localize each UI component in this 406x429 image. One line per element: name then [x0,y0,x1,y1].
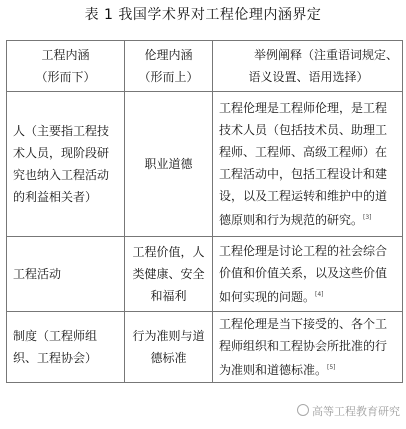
wechat-logo-icon [297,404,309,416]
cell-ethics: 工程价值，人类健康、安全和福利 [125,237,213,312]
table-row [7,237,403,312]
watermark-text: 高等工程教育研究 [312,405,400,418]
cell-engineering: 制度（工程师组织、工程协会） [7,312,125,383]
header-examples [213,41,403,92]
header-1-line2: （形而下） [35,70,96,84]
watermark [297,403,400,419]
header-3-line2: 语义设置、语用选择） [248,70,369,84]
header-3-line1: 举例阐释（注重语词规定、 [253,48,398,62]
cell-example [213,237,403,312]
cell-ethics: 行为准则与道德标准 [125,312,213,383]
header-2-line1: 伦理内涵 [144,48,193,62]
table-title: 表 1 我国学术界对工程伦理内涵界定 [84,7,322,23]
cell-example [213,312,403,383]
cell-engineering: 人（主要指工程技术人员，现阶段研究也纳入工程活动的利益相关者） [7,92,125,237]
cell-example-text: 工程伦理是当下接受的、各个工程师组织和工程协会所批准的行为准则和道德标准。 [219,317,388,377]
table-header-row [7,41,403,92]
citation-ref: [3] [363,214,372,221]
cell-example [213,92,403,237]
cell-example-text: 工程伦理是讨论工程的社会综合价值和价值关系，以及这些价值如何实现的问题。 [219,244,388,304]
table-row [7,92,403,237]
definition-table [6,40,403,383]
table-row [7,312,403,383]
cell-ethics: 职业道德 [125,92,213,237]
cell-engineering: 工程活动 [7,237,125,312]
citation-ref: [4] [315,291,324,298]
cell-example-text: 工程伦理是工程师伦理，是工程技术人员（包括技术员、助理工程师、工程师、高级工程师）在工程活动中，包括工程设计和建设，以及工程运转和维护中的道德原则和行为规范的研究。 [219,101,388,227]
header-ethics-connotation [125,41,213,92]
header-engineering-connotation [7,41,125,92]
header-1-line1: 工程内涵 [41,48,90,62]
header-2-line2: （形而上） [138,70,199,84]
citation-ref: [5] [327,364,336,371]
